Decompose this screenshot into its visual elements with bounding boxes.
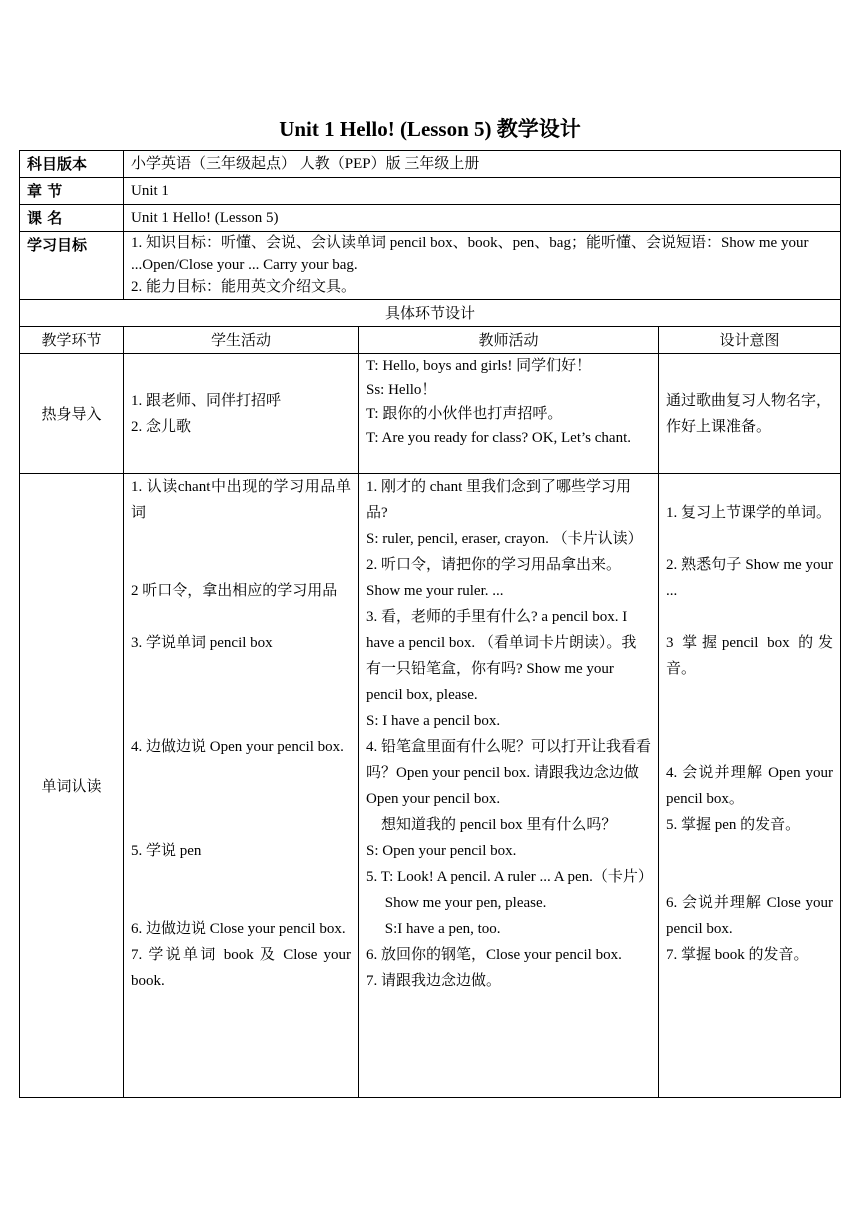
warmup-student-item: 2. 念儿歌	[131, 418, 192, 435]
goals-label: 学习目标	[20, 232, 124, 300]
goals-row	[20, 232, 841, 300]
document-title: Unit 1 Hello! (Lesson 5) 教学设计	[279, 117, 581, 141]
warmup-row	[20, 354, 841, 474]
warmup-teacher-line: T: Are you ready for class? OK, Let’s chant.	[366, 430, 631, 446]
vocab-teacher-line: 7. 请跟我边念边做。	[366, 973, 502, 989]
vocab-teacher-line: S: ruler, pencil, eraser, crayon. （卡片认读）	[366, 531, 643, 547]
vocab-teacher-line: 1. 刚才的 chant 里我们念到了哪些学习用品?	[366, 479, 631, 521]
header-intent: 设计意图	[659, 327, 841, 354]
vocab-teacher-line: 想知道我的 pencil box 里有什么吗？	[366, 817, 617, 833]
subject-row	[20, 151, 841, 178]
chapter-row	[20, 178, 841, 205]
vocab-teacher-line: 5. T: Look! A pencil. A ruler ... A pen.（卡片）	[366, 869, 653, 885]
vocab-intent-item: 2. 熟悉句子 Show me your ...	[666, 557, 834, 599]
vocab-intent-item: 4. 会说并理解 Open your pencil box。	[666, 765, 834, 807]
vocab-intent-item: 6. 会说并理解 Close your pencil box.	[666, 895, 834, 937]
header-stage: 教学环节	[20, 327, 124, 354]
warmup-teacher-line: Ss: Hello！	[366, 382, 437, 398]
warmup-teacher-line: T: Hello, boys and girls! 同学们好！	[366, 358, 592, 374]
goal-ability: 2. 能力目标：能用英文介绍文具。	[131, 279, 357, 295]
vocab-teacher	[359, 474, 659, 1098]
vocab-row	[20, 474, 841, 1098]
vocab-student-item: 5. 学说 pen	[131, 843, 202, 859]
vocab-student-item: 6. 边做边说 Close your pencil box.	[131, 921, 346, 937]
vocab-student-item: 3. 学说单词 pencil box	[131, 635, 273, 651]
vocab-intent-item: 1. 复习上节课学的单词。	[666, 505, 832, 521]
header-student: 学生活动	[124, 327, 359, 354]
subject-value: 小学英语（三年级起点） 人教（PEP）版 三年级上册	[124, 151, 841, 178]
vocab-student	[124, 474, 359, 1098]
vocab-teacher-line: Show me your pen, please.	[366, 895, 547, 911]
vocab-stage: 单词认读	[20, 474, 124, 1098]
goal-knowledge: 1. 知识目标：听懂、会说、会认读单词 pencil box、book、pen、bag；能听懂、会说短语：Show me your ...Open/Close your ... Carry your bag.	[131, 235, 809, 273]
warmup-teacher	[359, 354, 659, 474]
vocab-teacher-line: S: Open your pencil box.	[366, 843, 517, 859]
lesson-label: 课 名	[20, 205, 124, 232]
vocab-intent-item: 7. 掌握 book 的发音。	[666, 947, 809, 963]
vocab-teacher-line: 3. 看，老师的手里有什么? a pencil box. I have a pencil box. （看单词卡片朗读）。我有一只铅笔盒，你有吗? Show me your pencil box, please.	[366, 609, 637, 703]
warmup-intent: 通过歌曲复习人物名字，作好上课准备。	[659, 354, 841, 474]
vocab-teacher-line: 2. 听口令，请把你的学习用品拿出来。Show me your ruler. ...	[366, 557, 622, 599]
chapter-label: 章 节	[20, 178, 124, 205]
goals-cell	[124, 232, 841, 300]
vocab-teacher-line: 6. 放回你的钢笔，Close your pencil box.	[366, 947, 622, 963]
warmup-student-item: 1. 跟老师、同伴打招呼	[131, 392, 282, 409]
lesson-value: Unit 1 Hello! (Lesson 5)	[124, 205, 841, 232]
vocab-teacher-line: 4. 铅笔盒里面有什么呢？可以打开让我看看吗？Open your pencil box. 请跟我边念边做 Open your pencil box.	[366, 739, 652, 807]
vocab-intent-item: 5. 掌握 pen 的发音。	[666, 817, 801, 833]
warmup-student	[124, 354, 359, 474]
subject-label: 科目版本	[20, 151, 124, 178]
vocab-student-item: 7. 学说单词 book 及 Close your book.	[131, 947, 351, 989]
warmup-teacher-line: T: 跟你的小伙伴也打声招呼。	[366, 406, 563, 422]
header-row	[20, 327, 841, 354]
lesson-row	[20, 205, 841, 232]
vocab-intent-item: 3 掌握pencil box 的发音。	[666, 635, 834, 677]
warmup-stage: 热身导入	[20, 354, 124, 474]
chapter-value: Unit 1	[124, 178, 841, 205]
section-title: 具体环节设计	[20, 300, 841, 327]
section-row	[20, 300, 841, 327]
vocab-student-item: 4. 边做边说 Open your pencil box.	[131, 739, 344, 755]
vocab-student-item: 1. 认读chant中出现的学习用品单词	[131, 479, 351, 521]
vocab-student-item: 2 听口令，拿出相应的学习用品	[131, 583, 338, 599]
vocab-intent	[659, 474, 841, 1098]
vocab-teacher-line: S: I have a pencil box.	[366, 713, 501, 729]
header-teacher: 教师活动	[359, 327, 659, 354]
vocab-teacher-line: S:I have a pen, too.	[366, 921, 501, 937]
lesson-plan-table	[19, 150, 841, 1098]
